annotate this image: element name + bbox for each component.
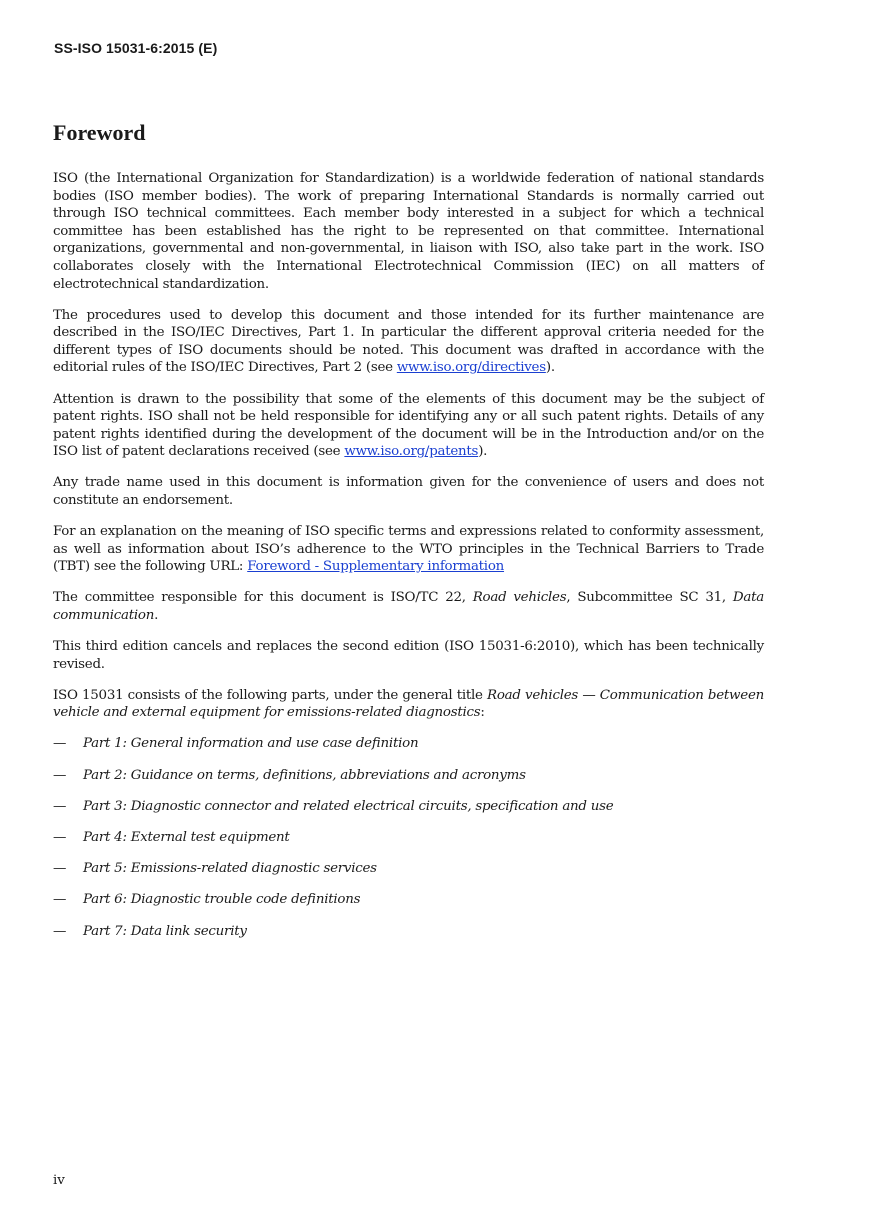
- list-item-text: Part 6: Diagnostic trouble code definitions: [83, 892, 361, 908]
- directives-link[interactable]: www.iso.org/directives: [396, 360, 546, 376]
- list-item: [53, 829, 764, 860]
- paragraph-procedures-end: ).: [545, 360, 555, 376]
- committee-road-vehicles: Road vehicles: [472, 590, 567, 606]
- page-number: iv: [53, 1173, 65, 1188]
- list-dash: —: [53, 923, 67, 939]
- paragraph-conformity: [53, 523, 764, 576]
- paragraph-iso-intro: ISO (the International Organization for Standardization) is a worldwide federation of national standards bodies (ISO member bodies). The work of preparing International Standards is normally carried out through ISO technical committees. Each member body interested in a subject for which a technical committee has been established has the right to be represented on that committee. International organizations, governmental and non-governmental, in liaison with ISO, also take part in the work. ISO collaborates closely with the International Electrotechnical Commission (IEC) on all matters of electrotechnical standardization.: [53, 171, 764, 292]
- list-dash: —: [53, 736, 67, 752]
- patents-link[interactable]: www.iso.org/patents: [344, 444, 479, 460]
- committee-text-2: , Subcommittee SC 31,: [566, 590, 733, 606]
- list-dash: —: [53, 892, 67, 908]
- list-dash: —: [53, 830, 67, 845]
- paragraph-patents-text: Attention is drawn to the possibility that some of the elements of this document may be the subject of patent rights. ISO shall not be held responsible for identifying any or all such patent rights. Details of any patent rights identified during the development of the document will be in the Introduction and/or on the ISO list of patent declarations received (see: [53, 391, 764, 460]
- parts-list: [53, 735, 764, 953]
- supplementary-info-link[interactable]: Foreword - Supplementary information: [247, 559, 505, 575]
- paragraph-conformity-text: For an explanation on the meaning of ISO specific terms and expressions related to conformity assessment, as well as information about ISO’s adherence to the WTO principles in the Technical Barriers to Trade (TBT) see the following URL:: [53, 524, 764, 575]
- paragraph-trade-name: Any trade name used in this document is information given for the convenience of users and does not constitute an endorsement.: [53, 475, 764, 508]
- list-item: [53, 767, 764, 798]
- committee-data-communication: Data communication: [53, 590, 764, 623]
- list-item-text: Part 5: Emissions-related diagnostic services: [83, 861, 377, 877]
- list-item-text: Part 3: Diagnostic connector and related electrical circuits, specification and use: [83, 798, 614, 814]
- list-item: [53, 798, 764, 829]
- list-dash: —: [53, 798, 67, 814]
- paragraph-patents: [53, 391, 764, 461]
- list-item-text: Part 1: General information and use case definition: [83, 736, 419, 752]
- list-dash: —: [53, 861, 67, 877]
- list-item-text: Part 2: Guidance on terms, definitions, abbreviations and acronyms: [83, 767, 526, 783]
- paragraph-parts-intro: [53, 687, 764, 722]
- parts-general-title: Road vehicles — Communication between vehicle and external equipment for emissions-related diagnostics: [53, 687, 764, 721]
- list-item: [53, 735, 764, 766]
- page-title: Foreword: [53, 120, 146, 145]
- paragraph-committee: [53, 589, 764, 624]
- paragraph-edition: This third edition cancels and replaces the second edition (ISO 15031-6:2010), which has been technically revised.: [53, 639, 764, 672]
- list-item: [53, 891, 764, 922]
- document-id-header: SS-ISO 15031-6:2015 (E): [54, 40, 218, 56]
- parts-intro-text: ISO 15031 consists of the following parts, under the general title: [53, 687, 488, 703]
- paragraph-procedures: [53, 307, 764, 377]
- committee-text-1: The committee responsible for this document is ISO/TC 22,: [53, 590, 473, 606]
- list-dash: —: [53, 767, 67, 783]
- paragraph-procedures-text: The procedures used to develop this document and those intended for its further maintenance are described in the ISO/IEC Directives, Part 1. In particular the different approval criteria needed for the different types of ISO documents should be noted. This document was drafted in accordance with the editorial rules of the ISO/IEC Directives, Part 2 (see: [53, 307, 764, 376]
- committee-text-3: .: [154, 607, 159, 623]
- list-item: [53, 860, 764, 891]
- paragraph-patents-end: ).: [478, 444, 488, 460]
- foreword-body: [53, 170, 764, 954]
- parts-intro-end: :: [480, 705, 485, 721]
- list-item: [53, 923, 764, 954]
- list-item-text: Part 4: External test equipment: [83, 830, 290, 845]
- list-item-text: Part 7: Data link security: [83, 923, 247, 939]
